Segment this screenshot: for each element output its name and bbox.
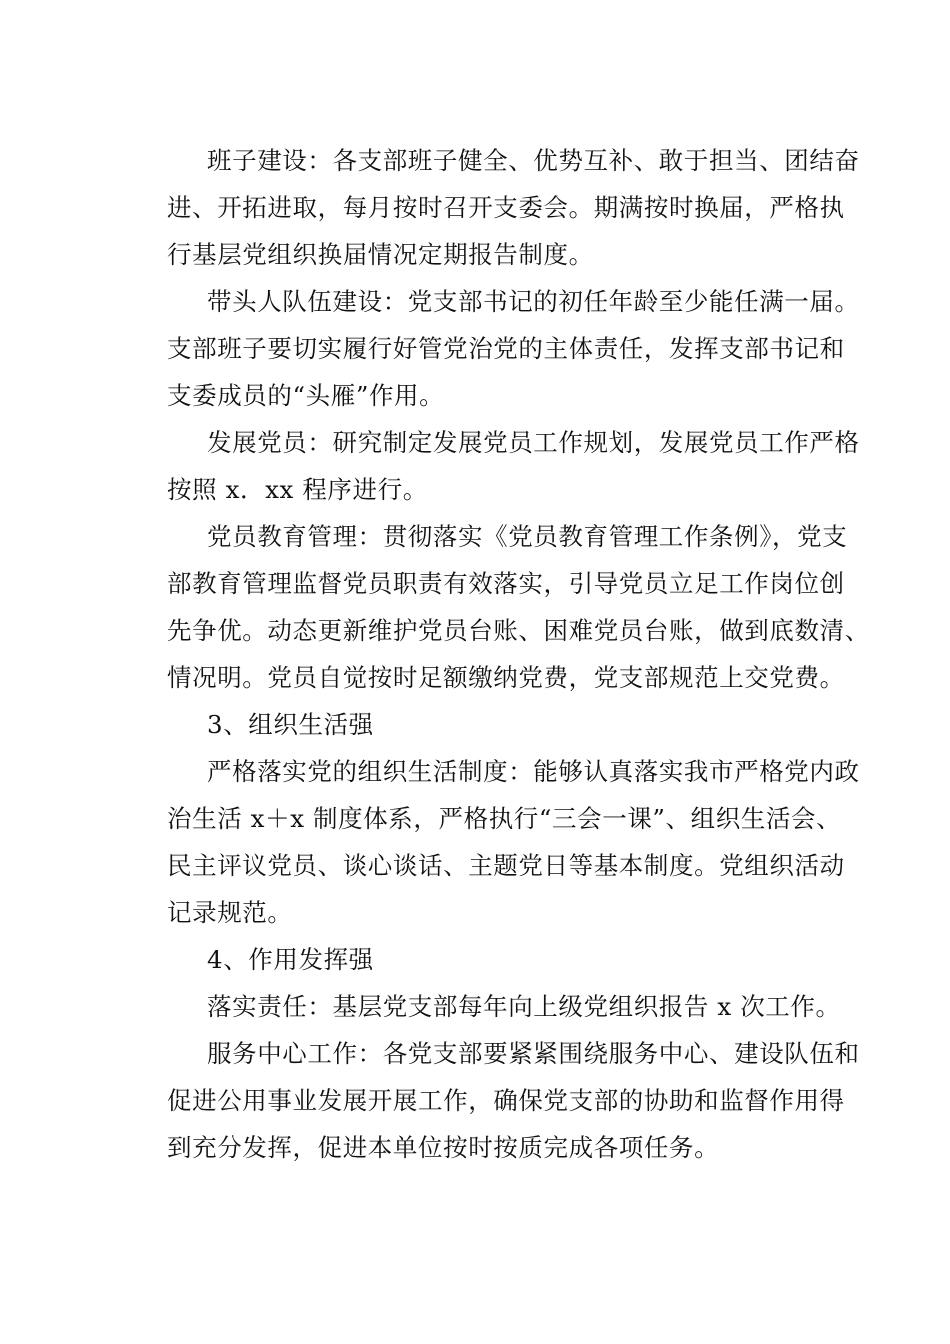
section-heading-4: [118, 936, 838, 983]
text-line: 进、开拓进取，每月按时召开支委会。期满按时换届，严格执: [167, 193, 845, 222]
text-line: 情况明。党员自觉按时足额缴纳党费，党支部规范上交党费。: [167, 663, 845, 692]
text-line: 按照 x．xx 程序进行。: [167, 475, 428, 504]
text-line: 严格落实党的组织生活制度：能够认真落实我市严格党内政: [207, 757, 860, 786]
text-line: 民主评议党员、谈心谈话、主题党日等基本制度。党组织活动: [167, 851, 845, 880]
paragraph-team-building: [118, 137, 860, 278]
section-heading-3: [118, 701, 838, 748]
paragraph-responsibility: [118, 983, 841, 1030]
text-line: 部教育管理监督党员职责有效落实，引导党员立足工作岗位创: [167, 569, 845, 598]
paragraph-leader-team: [118, 278, 860, 419]
text-line: 促进公用事业发展开展工作，确保党支部的协助和监督作用得: [167, 1086, 845, 1115]
text-line: 到充分发挥，促进本单位按时按质完成各项任务。: [167, 1133, 720, 1162]
text-line: 记录规范。: [167, 898, 293, 927]
text-line: 支部班子要切实履行好管党治党的主体责任，发挥支部书记和: [167, 334, 845, 363]
paragraph-service-center: [118, 1030, 860, 1171]
text-line: 治生活 x＋x 制度体系，严格执行“三会一课”、组织生活会、: [167, 804, 842, 833]
text-line: 落实责任：基层党支部每年向上级党组织报告 x 次工作。: [207, 992, 841, 1021]
text-line: 行基层党组织换届情况定期报告制度。: [167, 240, 594, 269]
text-line: 党员教育管理：贯彻落实《党员教育管理工作条例》，党支: [207, 522, 848, 551]
text-line: 带头人队伍建设：党支部书记的初任年龄至少能任满一届。: [207, 287, 860, 316]
text-line: 发展党员：研究制定发展党员工作规划，发展党员工作严格: [207, 428, 860, 457]
text-line: 4、作用发挥强: [207, 945, 374, 974]
document-body: [118, 137, 870, 1171]
text-line: 3、组织生活强: [207, 710, 374, 739]
paragraph-member-education: [118, 513, 870, 701]
paragraph-develop-members: [118, 419, 860, 513]
text-line: 先争优。动态更新维护党员台账、困难党员台账，做到底数清、: [167, 616, 870, 645]
text-line: 班子建设：各支部班子健全、优势互补、敢于担当、团结奋: [207, 146, 860, 175]
text-line: 支委成员的“头雁”作用。: [167, 381, 445, 410]
text-line: 服务中心工作：各党支部要紧紧围绕服务中心、建设队伍和: [207, 1039, 860, 1068]
paragraph-org-life: [118, 748, 860, 936]
